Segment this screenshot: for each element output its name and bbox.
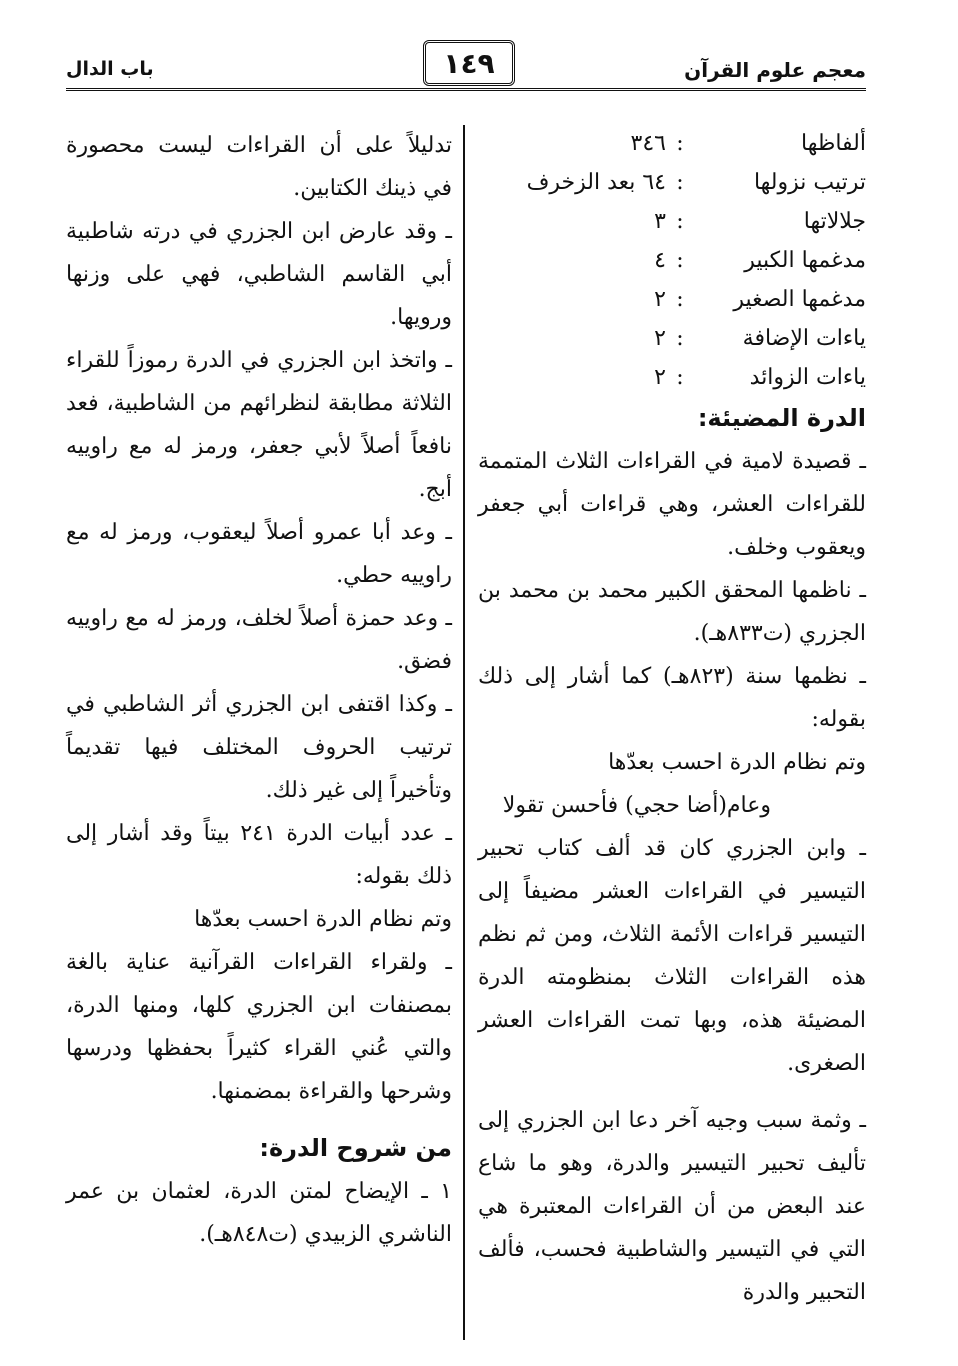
stat-value: ٦٤ بعد الزخرف bbox=[526, 170, 666, 195]
spacer bbox=[478, 1085, 866, 1099]
column-divider bbox=[463, 125, 465, 1340]
left-column bbox=[66, 124, 452, 1256]
stat-value: ٢ bbox=[654, 287, 666, 312]
right-column bbox=[478, 124, 866, 1314]
stat-colon: : bbox=[676, 131, 684, 156]
stat-row bbox=[478, 202, 866, 241]
section-heading: من شروح الدرة: bbox=[259, 1134, 452, 1162]
paragraph: ١ ـ الإيضاح لمتن الدرة، لعثمان بن عمر الناشري الزبيدي (ت٨٤٨هـ). bbox=[66, 1179, 452, 1247]
verse-line: وتم نظام الدرة احسب بعدّها bbox=[608, 750, 866, 775]
paragraph: ـ وعد حمزة أصلاً لخلف، ورمز له مع راوييه فضق. bbox=[66, 606, 452, 674]
stat-value: ٤ bbox=[654, 248, 666, 273]
stat-value: ٣ bbox=[654, 209, 666, 234]
paragraph: ـ ولقراء القراءات القرآنية عناية بالغة بمصنفات ابن الجزري كلها، ومنها الدرة، والتي عُني القراء كثيراً بحفظها ودرسها وشرحها والقراءة بمضمنها. bbox=[66, 950, 452, 1104]
surah-stats-table bbox=[478, 124, 866, 397]
stat-label: ألفاظها bbox=[800, 131, 866, 156]
stat-label: مدغمها الصغير bbox=[733, 287, 866, 312]
stat-row bbox=[478, 124, 866, 163]
stat-colon: : bbox=[676, 248, 684, 273]
paragraph: ـ قصيدة لامية في القراءات الثلاث المتممة للقراءات العشر، وهي قراءات أبي جعفر ويعقوب وخلف. bbox=[478, 449, 866, 560]
paragraph: ـ وثمة سبب وجيه آخر دعا ابن الجزري إلى تأليف تحبير التيسير والدرة، وهو ما شاع عند البعض من أن القراءات المعتبرة هي التي في التيسير والشاطبية فحسب، فألف التحبير والدرة bbox=[478, 1108, 866, 1305]
stat-colon: : bbox=[676, 209, 684, 234]
stat-value: ٣٤٦ bbox=[630, 131, 666, 156]
chapter-title: باب الدال bbox=[66, 58, 154, 80]
stat-row bbox=[478, 319, 866, 358]
stat-colon: : bbox=[676, 170, 684, 195]
spacer bbox=[66, 1113, 452, 1127]
section-heading: الدرة المضيئة: bbox=[697, 404, 866, 432]
page-number bbox=[423, 40, 515, 86]
page-number-text: ١٤٩ bbox=[443, 46, 495, 80]
stat-row bbox=[478, 358, 866, 397]
paragraph: ـ وابن الجزري كان قد ألف كتاب تحبير التيسير في القراءات العشر مضيفاً إلى التيسير قراءات الأئمة الثلاث، ومن ثم نظم هذه القراءات الثلاث بمنظومته الدرة المضيئة هذه، وبها تمت القراءات العشر الصغرى. bbox=[478, 836, 866, 1076]
stat-label: ترتيب نزولها bbox=[753, 170, 866, 195]
stat-value: ٢ bbox=[654, 365, 666, 390]
paragraph: ـ وكذا اقتفى ابن الجزري أثر الشاطبي في ترتيب الحروف المختلف فيها تقديماً وتأخيراً إلى غير ذلك. bbox=[66, 692, 452, 803]
stat-colon: : bbox=[676, 365, 684, 390]
paragraph: ـ نظمها سنة (٨٢٣هـ) كما أشار إلى ذلك بقوله: bbox=[478, 664, 866, 732]
stat-label: ياءات الزوائد bbox=[749, 365, 866, 390]
paragraph: ـ ناظمها المحقق الكبير محمد بن محمد بن الجزري (ت٨٣٣هـ). bbox=[478, 578, 866, 646]
paragraph: ـ واتخذ ابن الجزري في الدرة رموزاً للقراء الثلاثة مطابقة لنظرائهم من الشاطبية، فعد نافعاً أصلاً لأبي جعفر، ورمز له مع راوييه أبج. bbox=[66, 348, 452, 502]
stat-row bbox=[478, 241, 866, 280]
paragraph: ـ وقد عارض ابن الجزري في درته شاطبية أبي القاسم الشاطبي، فهي على وزنها ورويها. bbox=[66, 219, 452, 330]
stat-label: ياءات الإضافة bbox=[742, 326, 866, 351]
header-rule bbox=[66, 88, 866, 94]
stat-value: ٢ bbox=[654, 326, 666, 351]
paragraph: ـ وعد أبا عمرو أصلاً ليعقوب، ورمز له مع راوييه حطي. bbox=[66, 520, 452, 588]
verse-line: وتم نظام الدرة احسب بعدّها bbox=[194, 907, 452, 932]
book-title: معجم علوم القرآن bbox=[684, 58, 866, 82]
paragraph: ـ عدد أبيات الدرة ٢٤١ بيتاً وقد أشار إلى ذلك بقوله: bbox=[66, 821, 452, 889]
stat-colon: : bbox=[676, 287, 684, 312]
paragraph: تدليلاً على أن القراءات ليست محصورة في ذينك الكتابين. bbox=[66, 133, 452, 201]
stat-row bbox=[478, 280, 866, 319]
stat-row bbox=[478, 163, 866, 202]
stat-label: مدغمها الكبير bbox=[744, 248, 866, 273]
verse-line: وعام(أضا حجي) فأحسن تقولا bbox=[502, 793, 771, 818]
stat-colon: : bbox=[676, 326, 684, 351]
stat-label: جلالاتها bbox=[803, 209, 866, 234]
